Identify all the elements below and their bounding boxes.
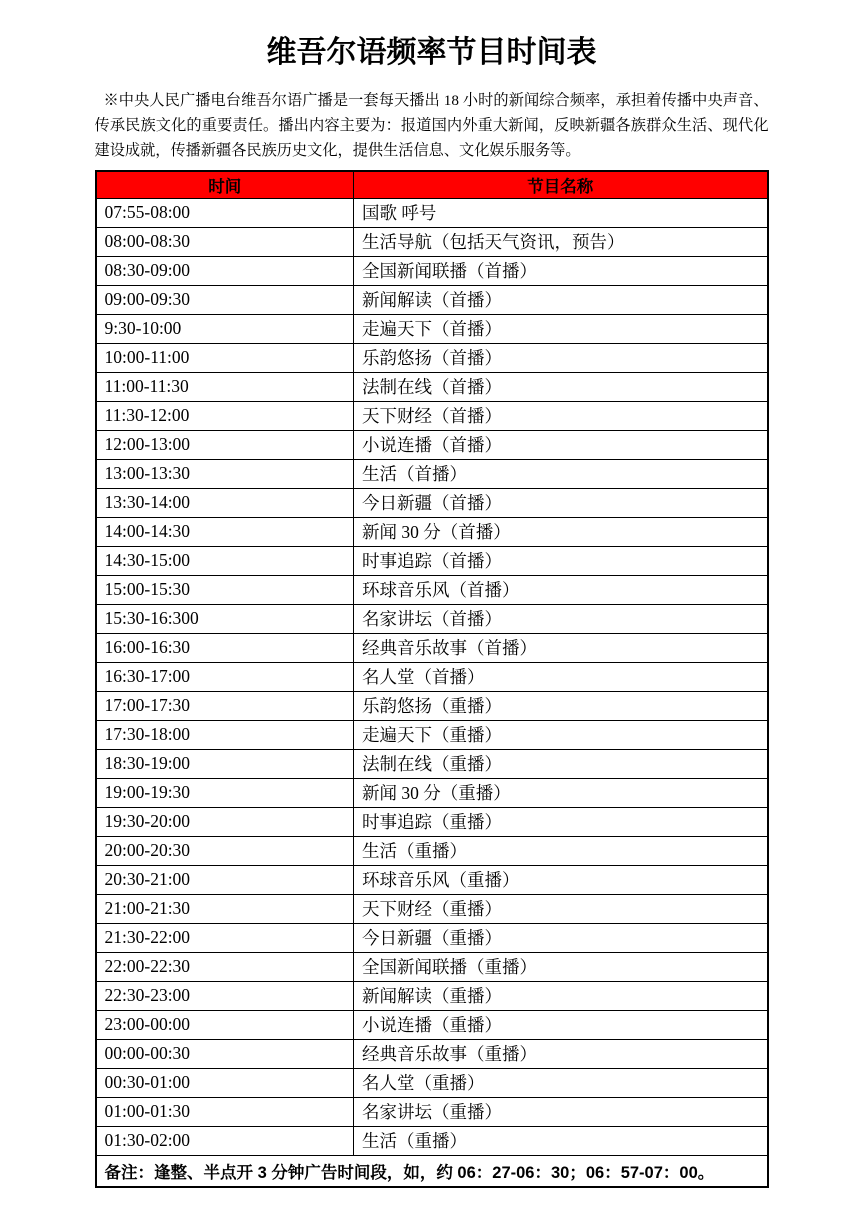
program-cell: 名家讲坛（重播） bbox=[354, 1097, 768, 1126]
table-row bbox=[96, 952, 768, 981]
note-cell: 备注：逢整、半点开 3 分钟广告时间段，如，约 06：27-06：30；06：57-07：00。 bbox=[96, 1155, 768, 1187]
table-row bbox=[96, 1126, 768, 1155]
program-cell: 时事追踪（首播） bbox=[354, 546, 768, 575]
program-cell: 名人堂（重播） bbox=[354, 1068, 768, 1097]
time-cell: 00:30-01:00 bbox=[96, 1068, 354, 1097]
table-row bbox=[96, 227, 768, 256]
table-row bbox=[96, 1097, 768, 1126]
table-row bbox=[96, 691, 768, 720]
time-cell: 09:00-09:30 bbox=[96, 285, 354, 314]
program-cell: 新闻解读（重播） bbox=[354, 981, 768, 1010]
time-cell: 21:30-22:00 bbox=[96, 923, 354, 952]
program-cell: 新闻 30 分（重播） bbox=[354, 778, 768, 807]
table-row bbox=[96, 401, 768, 430]
program-cell: 全国新闻联播（首播） bbox=[354, 256, 768, 285]
time-cell: 11:30-12:00 bbox=[96, 401, 354, 430]
program-cell: 走遍天下（重播） bbox=[354, 720, 768, 749]
table-row bbox=[96, 662, 768, 691]
time-cell: 17:00-17:30 bbox=[96, 691, 354, 720]
table-row bbox=[96, 894, 768, 923]
time-cell: 15:00-15:30 bbox=[96, 575, 354, 604]
time-cell: 10:00-11:00 bbox=[96, 343, 354, 372]
table-row bbox=[96, 314, 768, 343]
program-cell: 名人堂（首播） bbox=[354, 662, 768, 691]
time-cell: 11:00-11:30 bbox=[96, 372, 354, 401]
program-cell: 小说连播（重播） bbox=[354, 1010, 768, 1039]
schedule-body bbox=[96, 198, 768, 1155]
program-cell: 乐韵悠扬（首播） bbox=[354, 343, 768, 372]
table-row bbox=[96, 865, 768, 894]
table-row bbox=[96, 1010, 768, 1039]
table-row bbox=[96, 633, 768, 662]
program-cell: 国歌 呼号 bbox=[354, 198, 768, 227]
program-cell: 天下财经（首播） bbox=[354, 401, 768, 430]
time-cell: 01:00-01:30 bbox=[96, 1097, 354, 1126]
time-cell: 07:55-08:00 bbox=[96, 198, 354, 227]
time-cell: 23:00-00:00 bbox=[96, 1010, 354, 1039]
time-cell: 08:30-09:00 bbox=[96, 256, 354, 285]
program-cell: 名家讲坛（首播） bbox=[354, 604, 768, 633]
table-row bbox=[96, 836, 768, 865]
time-cell: 16:30-17:00 bbox=[96, 662, 354, 691]
program-cell: 环球音乐风（重播） bbox=[354, 865, 768, 894]
program-cell: 经典音乐故事（首播） bbox=[354, 633, 768, 662]
program-cell: 生活（重播） bbox=[354, 1126, 768, 1155]
schedule-table bbox=[95, 170, 769, 1188]
time-cell: 19:30-20:00 bbox=[96, 807, 354, 836]
note-row bbox=[96, 1155, 768, 1187]
program-cell: 天下财经（重播） bbox=[354, 894, 768, 923]
time-cell: 20:00-20:30 bbox=[96, 836, 354, 865]
table-row bbox=[96, 372, 768, 401]
table-row bbox=[96, 517, 768, 546]
page-title: 维吾尔语频率节目时间表 bbox=[266, 36, 597, 69]
program-cell: 经典音乐故事（重播） bbox=[354, 1039, 768, 1068]
time-cell: 22:00-22:30 bbox=[96, 952, 354, 981]
table-row bbox=[96, 343, 768, 372]
time-cell: 08:00-08:30 bbox=[96, 227, 354, 256]
program-cell: 生活导航（包括天气资讯，预告） bbox=[354, 227, 768, 256]
table-row bbox=[96, 604, 768, 633]
program-cell: 环球音乐风（首播） bbox=[354, 575, 768, 604]
time-cell: 17:30-18:00 bbox=[96, 720, 354, 749]
program-cell: 法制在线（重播） bbox=[354, 749, 768, 778]
table-row bbox=[96, 488, 768, 517]
header-cell-time: 时间 bbox=[96, 171, 354, 198]
time-cell: 9:30-10:00 bbox=[96, 314, 354, 343]
table-row bbox=[96, 720, 768, 749]
time-cell: 12:00-13:00 bbox=[96, 430, 354, 459]
time-cell: 14:30-15:00 bbox=[96, 546, 354, 575]
program-cell: 小说连播（首播） bbox=[354, 430, 768, 459]
table-row bbox=[96, 430, 768, 459]
table-row bbox=[96, 198, 768, 227]
program-cell: 生活（首播） bbox=[354, 459, 768, 488]
table-row bbox=[96, 256, 768, 285]
time-cell: 20:30-21:00 bbox=[96, 865, 354, 894]
time-cell: 14:00-14:30 bbox=[96, 517, 354, 546]
table-row bbox=[96, 749, 768, 778]
program-cell: 全国新闻联播（重播） bbox=[354, 952, 768, 981]
time-cell: 13:00-13:30 bbox=[96, 459, 354, 488]
program-cell: 时事追踪（重播） bbox=[354, 807, 768, 836]
intro-paragraph: ※中央人民广播电台维吾尔语广播是一套每天播出 18 小时的新闻综合频率，承担着传播中央声音、传承民族文化的重要责任。播出内容主要为：报道国内外重大新闻，反映新疆各族群众生活、现代化建设成就，传播新疆各民族历史文化，提供生活信息、文化娱乐服务等。 bbox=[94, 92, 769, 159]
table-row bbox=[96, 285, 768, 314]
time-cell: 22:30-23:00 bbox=[96, 981, 354, 1010]
time-cell: 01:30-02:00 bbox=[96, 1126, 354, 1155]
time-cell: 00:00-00:30 bbox=[96, 1039, 354, 1068]
program-cell: 今日新疆（重播） bbox=[354, 923, 768, 952]
time-cell: 18:30-19:00 bbox=[96, 749, 354, 778]
table-row bbox=[96, 575, 768, 604]
table-row bbox=[96, 778, 768, 807]
time-cell: 16:00-16:30 bbox=[96, 633, 354, 662]
program-cell: 乐韵悠扬（重播） bbox=[354, 691, 768, 720]
program-cell: 法制在线（首播） bbox=[354, 372, 768, 401]
program-cell: 新闻 30 分（首播） bbox=[354, 517, 768, 546]
program-cell: 生活（重播） bbox=[354, 836, 768, 865]
time-cell: 15:30-16:300 bbox=[96, 604, 354, 633]
header-row bbox=[96, 171, 768, 198]
table-row bbox=[96, 807, 768, 836]
program-cell: 新闻解读（首播） bbox=[354, 285, 768, 314]
table-row bbox=[96, 459, 768, 488]
table-row bbox=[96, 923, 768, 952]
table-row bbox=[96, 546, 768, 575]
time-cell: 19:00-19:30 bbox=[96, 778, 354, 807]
table-row bbox=[96, 981, 768, 1010]
header-cell-program: 节目名称 bbox=[354, 171, 768, 198]
table-row bbox=[96, 1039, 768, 1068]
time-cell: 13:30-14:00 bbox=[96, 488, 354, 517]
time-cell: 21:00-21:30 bbox=[96, 894, 354, 923]
table-row bbox=[96, 1068, 768, 1097]
program-cell: 今日新疆（首播） bbox=[354, 488, 768, 517]
program-cell: 走遍天下（首播） bbox=[354, 314, 768, 343]
